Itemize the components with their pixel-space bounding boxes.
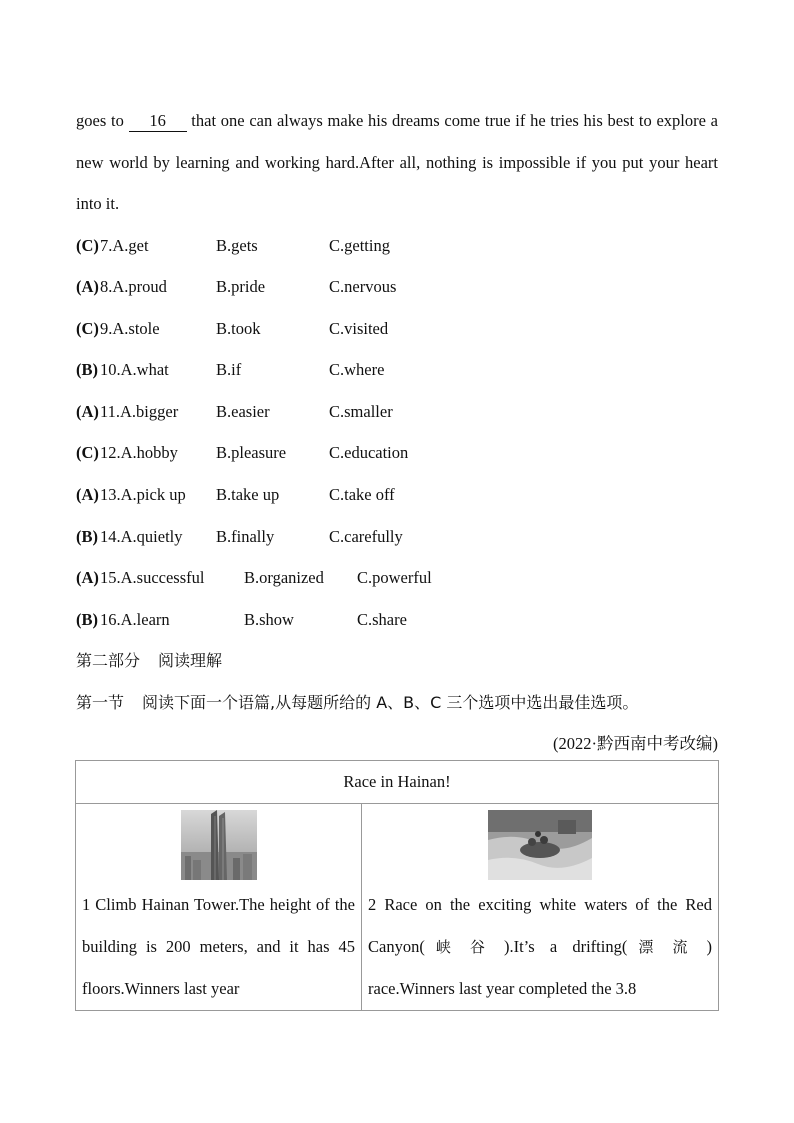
- blank-16: 16: [129, 111, 187, 132]
- option-answer: (B): [76, 526, 98, 546]
- tower-image: [82, 804, 355, 884]
- option-row: [76, 391, 718, 433]
- race-table: [75, 760, 719, 1011]
- option-answer: (B): [76, 360, 98, 380]
- race-item-2-text-part1: 2 Race on the exciting white waters of the Red Canyon(: [368, 895, 712, 956]
- option-c: C.powerful: [357, 568, 432, 588]
- option-a: 16.A.learn: [100, 609, 170, 629]
- passage-paragraph: [76, 100, 718, 225]
- part-two-name: 阅读理解: [158, 651, 223, 671]
- option-answer: (B): [76, 609, 98, 629]
- passage-text-end: that one can always make his dreams come true if he tries his best to explore a new world by learning and working hard.After all, nothing is impossible if you put your heart into it.: [76, 111, 718, 213]
- option-b: B.organized: [244, 568, 324, 588]
- section-one-instruction: 阅读下面一个语篇,从每题所给的 A、B、C 三个选项中选出最佳选项。: [142, 693, 639, 713]
- race-item-1-text: 1 Climb Hainan Tower.The height of the building is 200 meters, and it has 45 floors.Winners last year: [82, 895, 355, 998]
- option-row: [76, 225, 718, 267]
- race-item-2-text: [368, 884, 712, 1010]
- options-list: [76, 225, 718, 641]
- option-row: [76, 516, 718, 558]
- option-answer: (A): [76, 485, 99, 505]
- option-b: B.pride: [216, 277, 266, 297]
- option-b: B.easier: [216, 401, 270, 421]
- option-c: C.share: [357, 609, 407, 629]
- option-answer: (A): [76, 277, 99, 297]
- option-a: 14.A.quietly: [100, 526, 183, 546]
- option-row: [76, 308, 718, 350]
- tower-photo: [181, 810, 257, 880]
- option-a: 15.A.successful: [100, 568, 205, 588]
- option-c: C.smaller: [329, 401, 393, 421]
- option-answer: (A): [76, 401, 99, 421]
- option-c: C.education: [329, 443, 409, 463]
- section-one-label: 第一节: [76, 693, 125, 713]
- passage-text-start: goes to: [76, 111, 129, 130]
- option-row: [76, 557, 718, 599]
- option-c: C.where: [329, 360, 385, 380]
- option-c: C.take off: [329, 485, 395, 505]
- option-row: [76, 432, 718, 474]
- option-c: C.carefully: [329, 526, 403, 546]
- option-a: 12.A.hobby: [100, 443, 178, 463]
- option-a: 13.A.pick up: [100, 485, 186, 505]
- option-b: B.finally: [216, 526, 275, 546]
- option-row: [76, 349, 718, 391]
- option-answer: (A): [76, 568, 99, 588]
- option-a: 7.A.get: [100, 235, 149, 255]
- option-a: 8.A.proud: [100, 277, 167, 297]
- part-two-label: 第二部分: [76, 651, 141, 671]
- option-a: 11.A.bigger: [100, 401, 179, 421]
- race-item-2-text-part3: ) race.Winners last year completed the 3.8: [368, 937, 712, 998]
- race-item-1: [76, 804, 362, 1011]
- race-table-title: Race in Hainan!: [76, 761, 719, 804]
- option-b: B.show: [244, 609, 294, 629]
- race-item-2: [362, 804, 719, 1011]
- race-item-2-gloss-canyon: 峡谷: [424, 938, 504, 956]
- option-answer: (C): [76, 318, 99, 338]
- race-item-2-gloss-drifting: 漂流: [627, 938, 707, 956]
- option-b: B.gets: [216, 235, 258, 255]
- option-c: C.visited: [329, 318, 389, 338]
- option-row: [76, 474, 718, 516]
- option-b: B.took: [216, 318, 261, 338]
- document-page: [76, 100, 718, 764]
- option-answer: (C): [76, 443, 99, 463]
- option-answer: (C): [76, 235, 99, 255]
- option-a: 9.A.stole: [100, 318, 160, 338]
- option-c: C.getting: [329, 235, 390, 255]
- race-item-2-text-part2: ).It’s a drifting(: [503, 937, 628, 956]
- section-one-heading: [76, 682, 718, 724]
- option-b: B.if: [216, 360, 242, 380]
- option-row: [76, 599, 718, 641]
- option-b: B.pleasure: [216, 443, 287, 463]
- source-note: (2022·黔西南中考改编): [553, 734, 718, 754]
- option-a: 10.A.what: [100, 360, 169, 380]
- drifting-photo: [488, 810, 592, 880]
- part-two-heading: [76, 640, 718, 682]
- option-b: B.take up: [216, 485, 280, 505]
- drifting-image: [368, 804, 712, 884]
- option-row: [76, 266, 718, 308]
- option-c: C.nervous: [329, 277, 397, 297]
